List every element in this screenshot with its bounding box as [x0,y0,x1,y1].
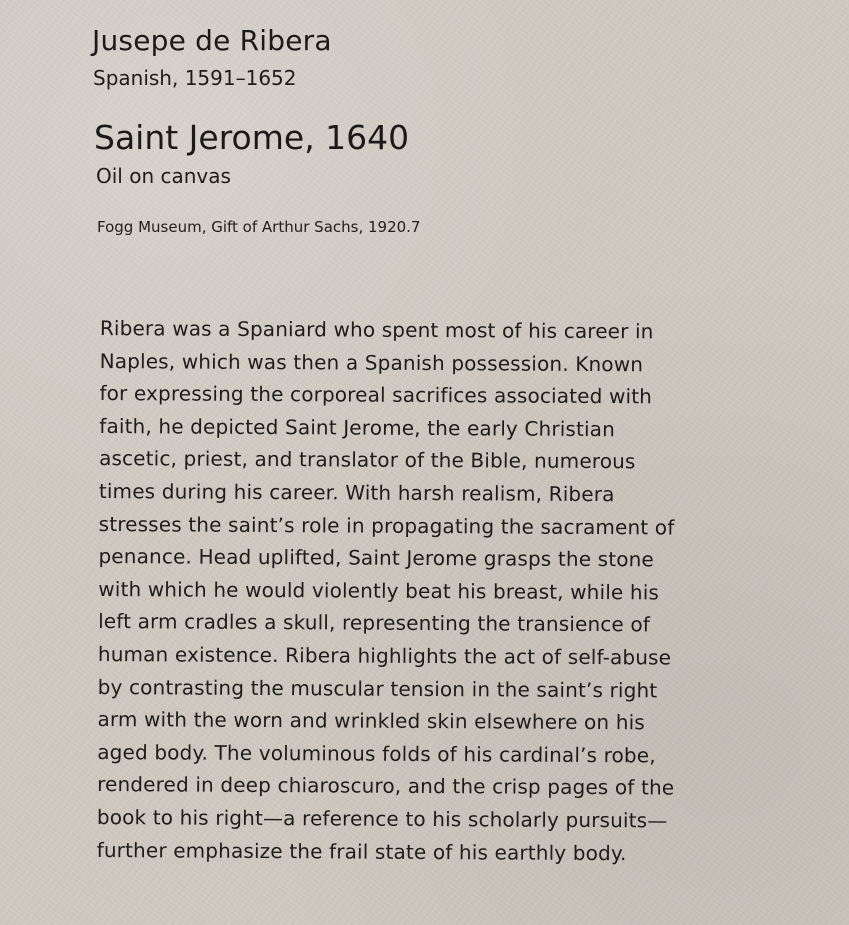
description-line: by contrasting the muscular tension in the saint’s right [97,674,658,702]
description-line: for expressing the corporeal sacrifices associated with [99,381,653,409]
description-line: ascetic, priest, and translator of the Bible, numerous [99,446,636,474]
description-line: faith, he depicted Saint Jerome, the early Christian [99,413,616,441]
credit-line: Fogg Museum, Gift of Arthur Sachs, 1920.7 [97,218,421,236]
description-line: further emphasize the frail state of his earthly body. [96,837,627,865]
description-line: aged body. The voluminous folds of his cardinal’s robe, [97,739,656,768]
description-line: with which he would violently beat his breast, while his [98,576,660,605]
artist-name: Jusepe de Ribera [92,24,332,57]
description-line: book to his right—a reference to his scholarly pursuits— [96,804,668,833]
description-line: Naples, which was then a Spanish possession. Known [99,348,644,376]
description-line: rendered in deep chiaroscuro, and the crisp pages of the [97,772,675,800]
artwork-medium: Oil on canvas [96,164,231,188]
description-line: Ribera was a Spaniard who spent most of his career in [99,315,654,344]
description-line: penance. Head uplifted, Saint Jerome grasps the stone [98,544,655,572]
artwork-title: Saint Jerome, 1640 [94,118,410,157]
description-line: times during his career. With harsh realism, Ribera [98,478,615,507]
description-line: left arm cradles a skull, representing the transience of [98,609,651,637]
artist-nationality-dates: Spanish, 1591–1652 [93,66,297,90]
description-line: arm with the worn and wrinkled skin elsewhere on his [97,707,645,735]
description-line: human existence. Ribera highlights the act of self-abuse [97,641,672,670]
description-text [97,312,740,870]
description-line: stresses the saint’s role in propagating the sacrament of [98,511,675,540]
